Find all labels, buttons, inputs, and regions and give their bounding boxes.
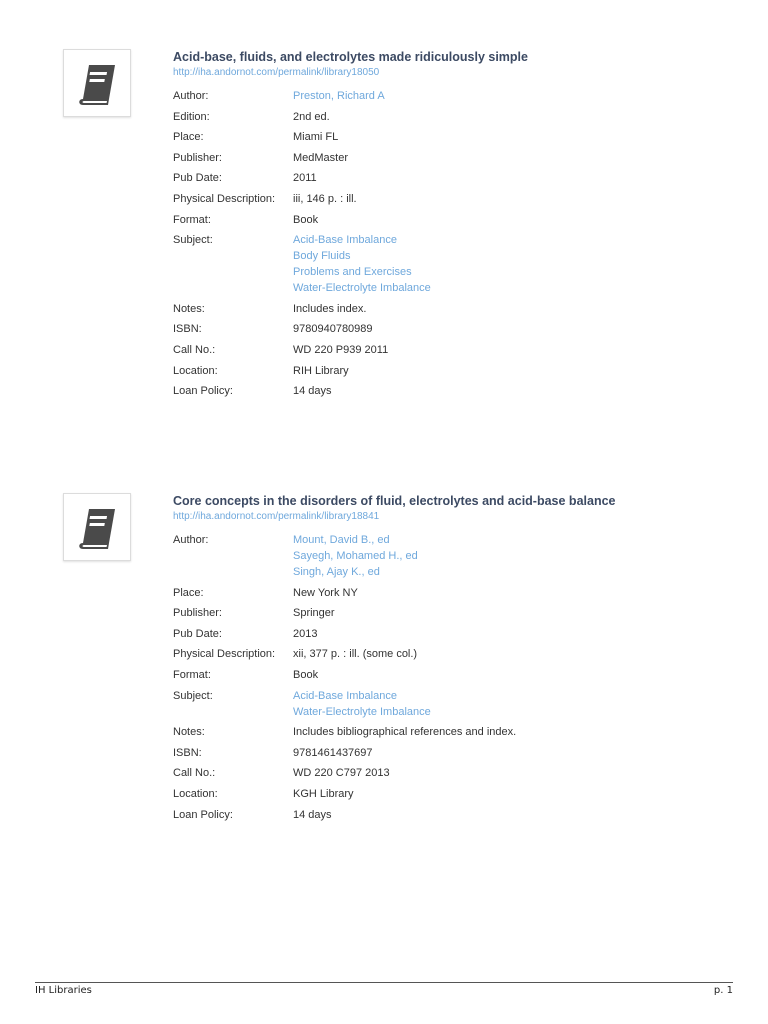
field-value: 2nd ed. [293, 110, 330, 123]
field-label: Call No.: [173, 767, 216, 780]
field-row [173, 129, 753, 145]
field-value: 9780940780989 [293, 323, 373, 336]
field-row [173, 745, 753, 761]
field-value-link[interactable]: Body Fluids [293, 250, 351, 263]
field-values [293, 585, 358, 601]
field-label: Physical Description: [173, 192, 276, 205]
field-label: Location: [173, 364, 218, 377]
field-row [173, 342, 753, 358]
field-value: 14 days [293, 385, 332, 398]
footer-library-name: IH Libraries [35, 985, 92, 996]
field-values [293, 786, 354, 802]
field-values [293, 363, 349, 379]
field-value: Miami FL [293, 131, 339, 144]
field-values [293, 321, 373, 337]
field-row [173, 626, 753, 642]
field-label: Location: [173, 787, 218, 800]
field-value: WD 220 C797 2013 [293, 767, 390, 780]
field-label: Place: [173, 131, 204, 144]
field-values [293, 170, 317, 186]
field-row [173, 150, 753, 166]
field-label: Notes: [173, 726, 205, 739]
field-row [173, 363, 753, 379]
field-value: 2013 [293, 627, 318, 640]
field-values [293, 129, 338, 145]
field-row [173, 301, 753, 317]
field-value: KGH Library [293, 787, 354, 800]
field-row [173, 109, 753, 125]
field-values [293, 646, 417, 662]
field-label: Author: [173, 90, 209, 102]
field-value-link[interactable]: Sayegh, Mohamed H., ed [293, 550, 418, 562]
book-icon [75, 61, 121, 107]
field-value-link[interactable]: Mount, David B., ed [293, 534, 390, 546]
field-label: Physical Description: [173, 648, 276, 661]
record-thumbnail[interactable] [63, 49, 131, 117]
field-value: MedMaster [293, 151, 349, 164]
field-value: 14 days [293, 808, 332, 821]
record-permalink[interactable]: http://iha.andornot.com/permalink/library18050 [173, 67, 380, 78]
field-label: Author: [173, 534, 209, 546]
field-label: Loan Policy: [173, 808, 233, 821]
record-fields [173, 532, 753, 823]
field-value-link[interactable]: Water-Electrolyte Imbalance [293, 705, 431, 718]
field-row [173, 724, 753, 740]
record-fields [173, 88, 753, 399]
field-label: Pub Date: [173, 172, 222, 185]
field-label: Subject: [173, 234, 213, 247]
field-label: Publisher: [173, 607, 222, 620]
field-row [173, 605, 753, 621]
field-label: Subject: [173, 689, 213, 702]
field-value: 9781461437697 [293, 746, 373, 759]
record-title[interactable]: Core concepts in the disorders of fluid, electrolytes and acid-base balance [173, 494, 616, 508]
field-value: Book [293, 213, 319, 226]
record-permalink[interactable]: http://iha.andornot.com/permalink/library18841 [173, 511, 380, 522]
field-values [293, 88, 385, 104]
field-row [173, 585, 753, 601]
field-value-link[interactable]: Acid-Base Imbalance [293, 689, 397, 702]
record-thumbnail[interactable] [63, 493, 131, 561]
footer-page-number: p. 1 [713, 985, 733, 996]
field-value: New York NY [293, 586, 358, 599]
field-row [173, 532, 753, 580]
field-value: Includes index. [293, 302, 367, 315]
field-label: Edition: [173, 110, 210, 123]
field-values [293, 232, 431, 296]
field-row [173, 321, 753, 337]
field-row [173, 646, 753, 662]
field-value: Book [293, 668, 319, 681]
field-label: Pub Date: [173, 627, 222, 640]
record-title[interactable]: Acid-base, fluids, and electrolytes made ridiculously simple [173, 50, 528, 64]
field-row [173, 232, 753, 296]
field-value: Includes bibliographical references and index. [293, 726, 517, 739]
field-value-link[interactable]: Singh, Ajay K., ed [293, 566, 380, 578]
field-values [293, 301, 366, 317]
field-row [173, 88, 753, 104]
field-label: Place: [173, 586, 204, 599]
field-values [293, 342, 388, 358]
field-row [173, 191, 753, 207]
field-values [293, 724, 516, 740]
field-value: Springer [293, 607, 335, 620]
field-row [173, 765, 753, 781]
field-label: ISBN: [173, 323, 202, 336]
field-value-link[interactable]: Acid-Base Imbalance [293, 234, 397, 247]
field-label: Loan Policy: [173, 385, 233, 398]
field-row [173, 170, 753, 186]
field-row [173, 212, 753, 228]
field-row [173, 667, 753, 683]
field-values [293, 807, 332, 823]
field-values [293, 765, 390, 781]
field-values [293, 150, 348, 166]
field-label: Notes: [173, 302, 205, 315]
field-value: WD 220 P939 2011 [293, 343, 389, 356]
field-values [293, 191, 357, 207]
field-values [293, 688, 431, 720]
field-values [293, 532, 418, 580]
field-value-link[interactable]: Water-Electrolyte Imbalance [293, 282, 431, 295]
field-row [173, 688, 753, 720]
field-values [293, 109, 330, 125]
record-content [173, 493, 753, 827]
field-values [293, 745, 373, 761]
field-label: ISBN: [173, 746, 202, 759]
record-content [173, 49, 753, 404]
field-values [293, 383, 332, 399]
page-footer [35, 982, 733, 996]
field-values [293, 626, 317, 642]
field-value: RIH Library [293, 364, 349, 377]
field-values [293, 667, 318, 683]
field-row [173, 383, 753, 399]
field-label: Format: [173, 668, 211, 681]
field-row [173, 807, 753, 823]
field-values [293, 605, 335, 621]
field-label: Publisher: [173, 151, 222, 164]
field-value: xii, 377 p. : ill. (some col.) [293, 648, 418, 661]
field-value-link[interactable]: Preston, Richard A [293, 90, 385, 102]
book-icon [75, 505, 121, 551]
field-value: iii, 146 p. : ill. [293, 192, 357, 205]
field-values [293, 212, 318, 228]
field-value-link[interactable]: Problems and Exercises [293, 266, 412, 279]
field-row [173, 786, 753, 802]
field-label: Call No.: [173, 343, 216, 356]
field-label: Format: [173, 213, 211, 226]
field-value: 2011 [293, 172, 317, 185]
